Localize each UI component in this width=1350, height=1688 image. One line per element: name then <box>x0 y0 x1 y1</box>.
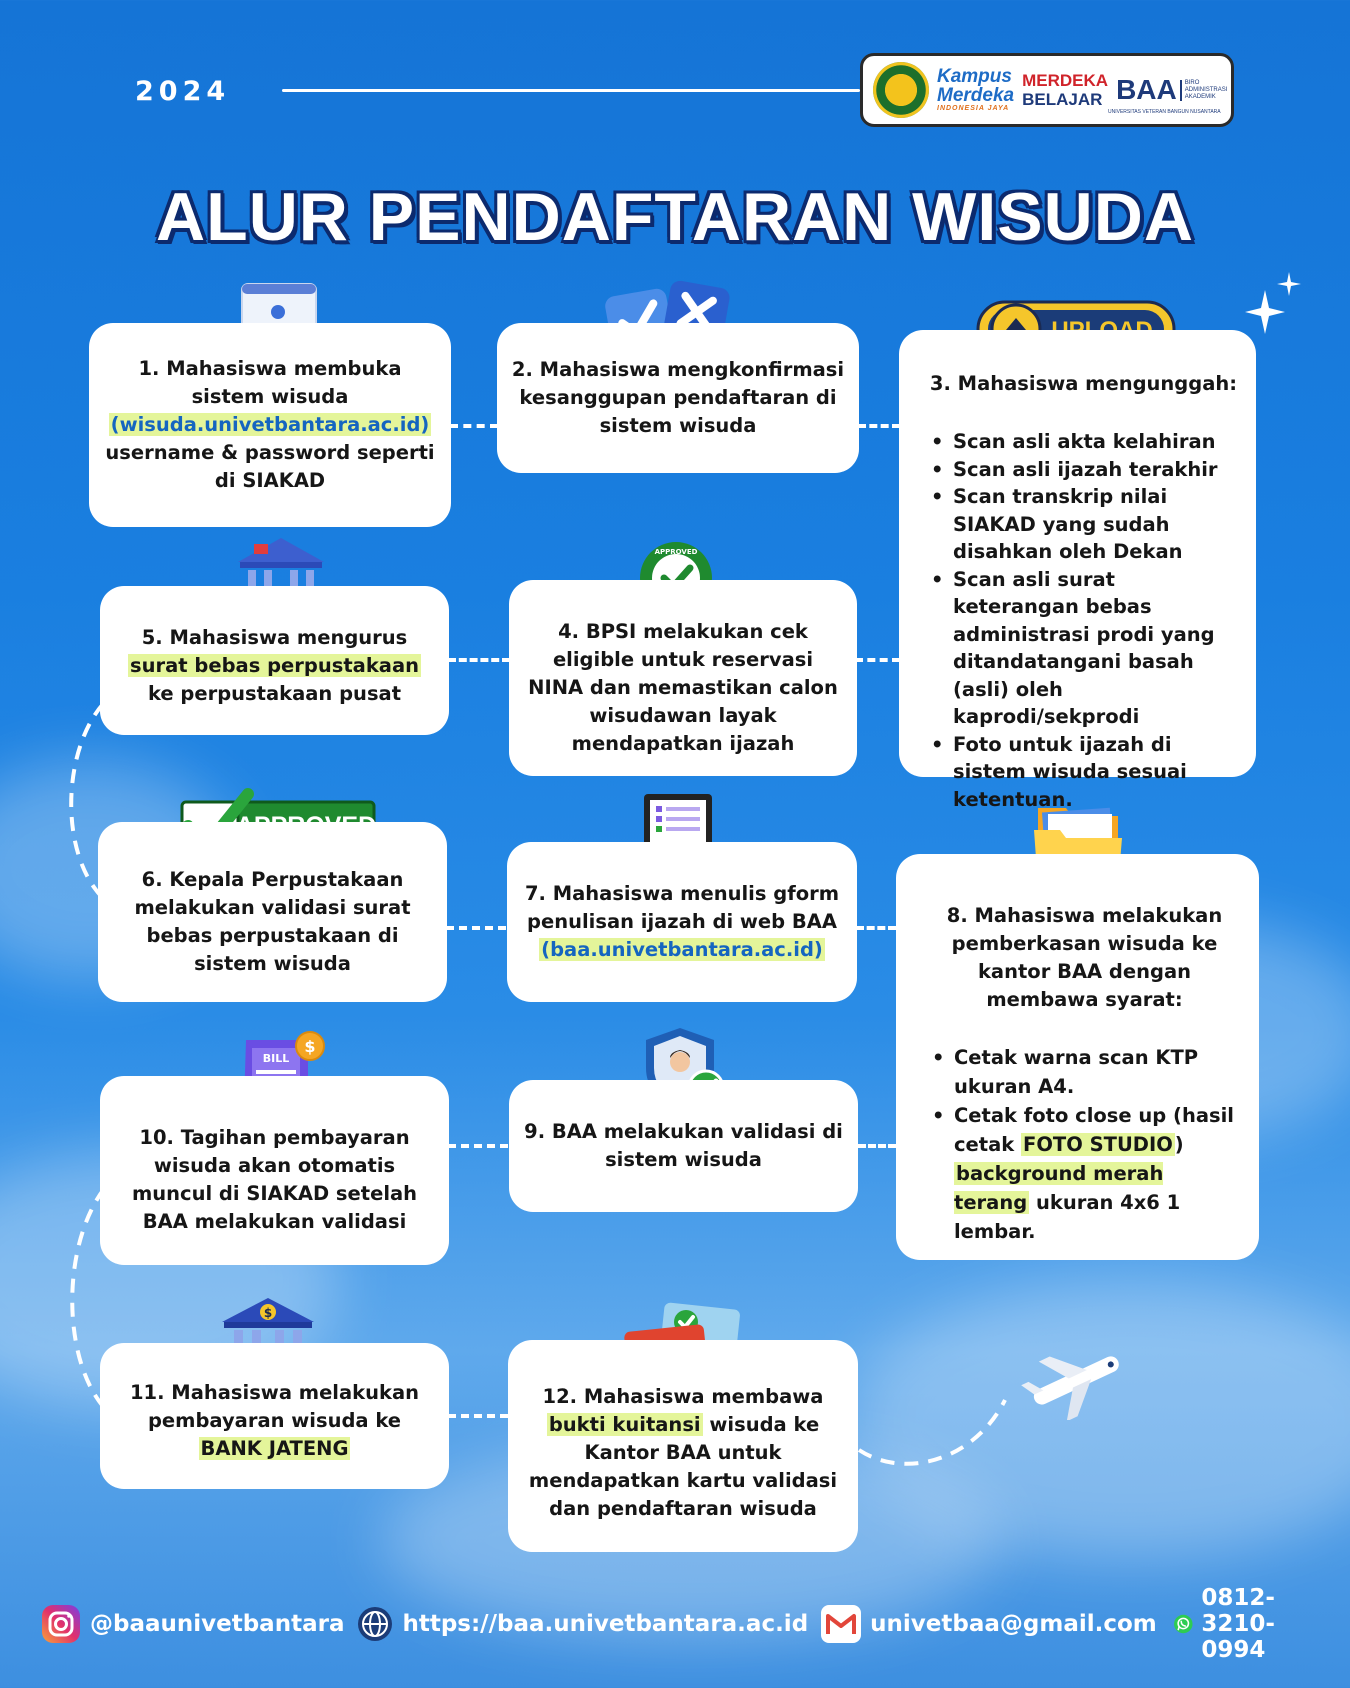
connector-4-5 <box>448 658 510 662</box>
step-1-card <box>89 323 451 527</box>
step-12-text: 12. Mahasiswa membawa bukti kuitansi wisuda ke Kantor BAA untuk mendapatkan kartu validasi dan pendaftaran wisuda <box>528 1385 838 1520</box>
step-8-title: 8. Mahasiswa melakukan pemberkasan wisuda ke kantor BAA dengan membawa syarat: <box>946 904 1223 1011</box>
connector-11-12 <box>448 1414 508 1418</box>
connector-1-2 <box>450 424 498 428</box>
step-2-card <box>497 323 859 473</box>
connector-9-10 <box>448 1144 508 1148</box>
step-5-text: 5. Mahasiswa mengurus surat bebas perpustakaan ke perpustakaan pusat <box>130 625 419 705</box>
step-2-text: 2. Mahasiswa mengkonfirmasi kesanggupan pendaftaran di sistem wisuda <box>511 358 845 437</box>
connector-8-9 <box>858 1144 896 1148</box>
step-6-card <box>98 822 447 1002</box>
highlight-bank-jateng: BANK JATENG <box>200 1437 349 1460</box>
connector-6-7 <box>446 926 506 930</box>
highlight-surat-bebas: surat bebas perpustakaan <box>130 653 419 677</box>
step-10-text: 10. Tagihan pembayaran wisuda akan otomatis muncul di SIAKAD setelah BAA melakukan validasi <box>131 1125 418 1233</box>
instagram-handle: @baaunivetbantara <box>90 1611 345 1637</box>
highlight-foto-studio: FOTO STUDIO <box>1023 1133 1173 1156</box>
step-12-card <box>508 1340 858 1552</box>
step-3-card <box>899 330 1256 811</box>
year-label: 2024 <box>135 76 231 107</box>
step-7-card <box>507 842 857 1002</box>
step-7-text: 7. Mahasiswa menulis gform penulisan ijazah di web BAA (baa.univetbantara.ac.id) <box>524 882 840 961</box>
step-11-card <box>100 1343 449 1489</box>
step-9-text: 9. BAA melakukan validasi di sistem wisuda <box>524 1120 843 1171</box>
step-11-text: 11. Mahasiswa melakukan pembayaran wisuda ke BANK JATENG <box>129 1381 420 1460</box>
flight-path <box>855 1380 1025 1480</box>
instagram-icon <box>40 1603 82 1645</box>
whatsapp-icon <box>1173 1604 1194 1644</box>
sparkle-icon <box>1245 272 1303 334</box>
baa-logo: BAA BIRO ADMINISTRASI AKADEMIK <box>1116 74 1228 105</box>
connector-3-4 <box>855 658 900 662</box>
step-6-text: 6. Kepala Perpustakaan melakukan validasi surat bebas perpustakaan di sistem wisuda <box>134 868 411 975</box>
bill-label: BILL <box>262 1052 290 1065</box>
header-divider <box>282 89 860 92</box>
step-8-list <box>924 1044 1245 1246</box>
university-seal-icon <box>873 62 929 118</box>
merdeka-belajar-logo: MERDEKA BELAJAR <box>1022 71 1109 109</box>
page-title: ALUR PENDAFTARAN WISUDA <box>156 179 1194 255</box>
list-item: • Cetak warna scan KTP ukuran A4. <box>924 1044 1245 1101</box>
step-10-card <box>100 1076 449 1265</box>
kampus-merdeka-logo: Kampus Merdeka INDONESIA JAYA <box>937 66 1015 112</box>
gmail-icon <box>820 1604 862 1644</box>
svg-text:$: $ <box>263 1306 273 1320</box>
connector-2-3 <box>858 424 900 428</box>
globe-icon <box>356 1605 394 1643</box>
step-3-title: 3. Mahasiswa mengunggah: <box>929 372 1238 395</box>
approved-stamp-top: APPROVED <box>654 548 698 556</box>
step-9-card <box>509 1080 858 1212</box>
instagram-contact[interactable] <box>40 1603 344 1645</box>
wisuda-link[interactable]: (wisuda.univetbantara.ac.id) <box>110 413 430 436</box>
step-8-card <box>896 854 1259 1260</box>
highlight-bukti-kuitansi: bukti kuitansi <box>548 1413 701 1436</box>
website-url: https://baa.univetbantara.ac.id <box>402 1611 809 1637</box>
list-item: • Scan asli surat keterangan bebas administrasi prodi yang ditandatangani basah (asli) oleh kaprodi/sekprodi <box>923 566 1244 731</box>
list-item: • Scan asli akta kelahiran <box>923 428 1244 456</box>
list-item: • Scan transkrip nilai SIAKAD yang sudah disahkan oleh Dekan <box>923 483 1244 566</box>
baa-web-link[interactable]: (baa.univetbantara.ac.id) <box>541 938 823 961</box>
list-item: • Cetak foto close up (hasil cetak FOTO STUDIO ) background merah terang ukuran 4x6 1 lembar. <box>924 1101 1245 1246</box>
whatsapp-contact[interactable] <box>1173 1585 1310 1663</box>
highlight-background-merah: background merah terang <box>954 1162 1164 1214</box>
svg-text:$: $ <box>304 1037 316 1056</box>
email-contact[interactable] <box>820 1604 1157 1644</box>
step-3-list <box>923 428 1244 813</box>
step-4-card <box>509 580 857 776</box>
step-4-text: 4. BPSI melakukan cek eligible untuk reservasi NINA dan memastikan calon wisudawan layak mendapatkan ijazah <box>528 620 838 755</box>
contact-footer <box>40 1585 1310 1663</box>
website-contact[interactable] <box>356 1605 808 1643</box>
airplane-icon <box>1020 1340 1130 1420</box>
list-item: • Foto untuk ijazah di sistem wisuda sesuai ketentuan. <box>923 731 1244 814</box>
connector-7-8 <box>856 926 896 930</box>
step-5-card <box>100 586 449 735</box>
institution-logos: Kampus Merdeka INDONESIA JAYA MERDEKA BELAJAR BAA BIRO ADMINISTRASI AKADEMIK UNIVERSITAS VETERAN BANGUN NUSANTARA <box>860 53 1234 127</box>
email-address: univetbaa@gmail.com <box>870 1611 1157 1637</box>
whatsapp-number: 0812-3210-0994 <box>1201 1585 1275 1663</box>
list-item: • Scan asli ijazah terakhir <box>923 456 1244 484</box>
step-1-text: 1. Mahasiswa membuka sistem wisuda (wisuda.univetbantara.ac.id) username & password seperti di SIAKAD <box>105 357 435 492</box>
